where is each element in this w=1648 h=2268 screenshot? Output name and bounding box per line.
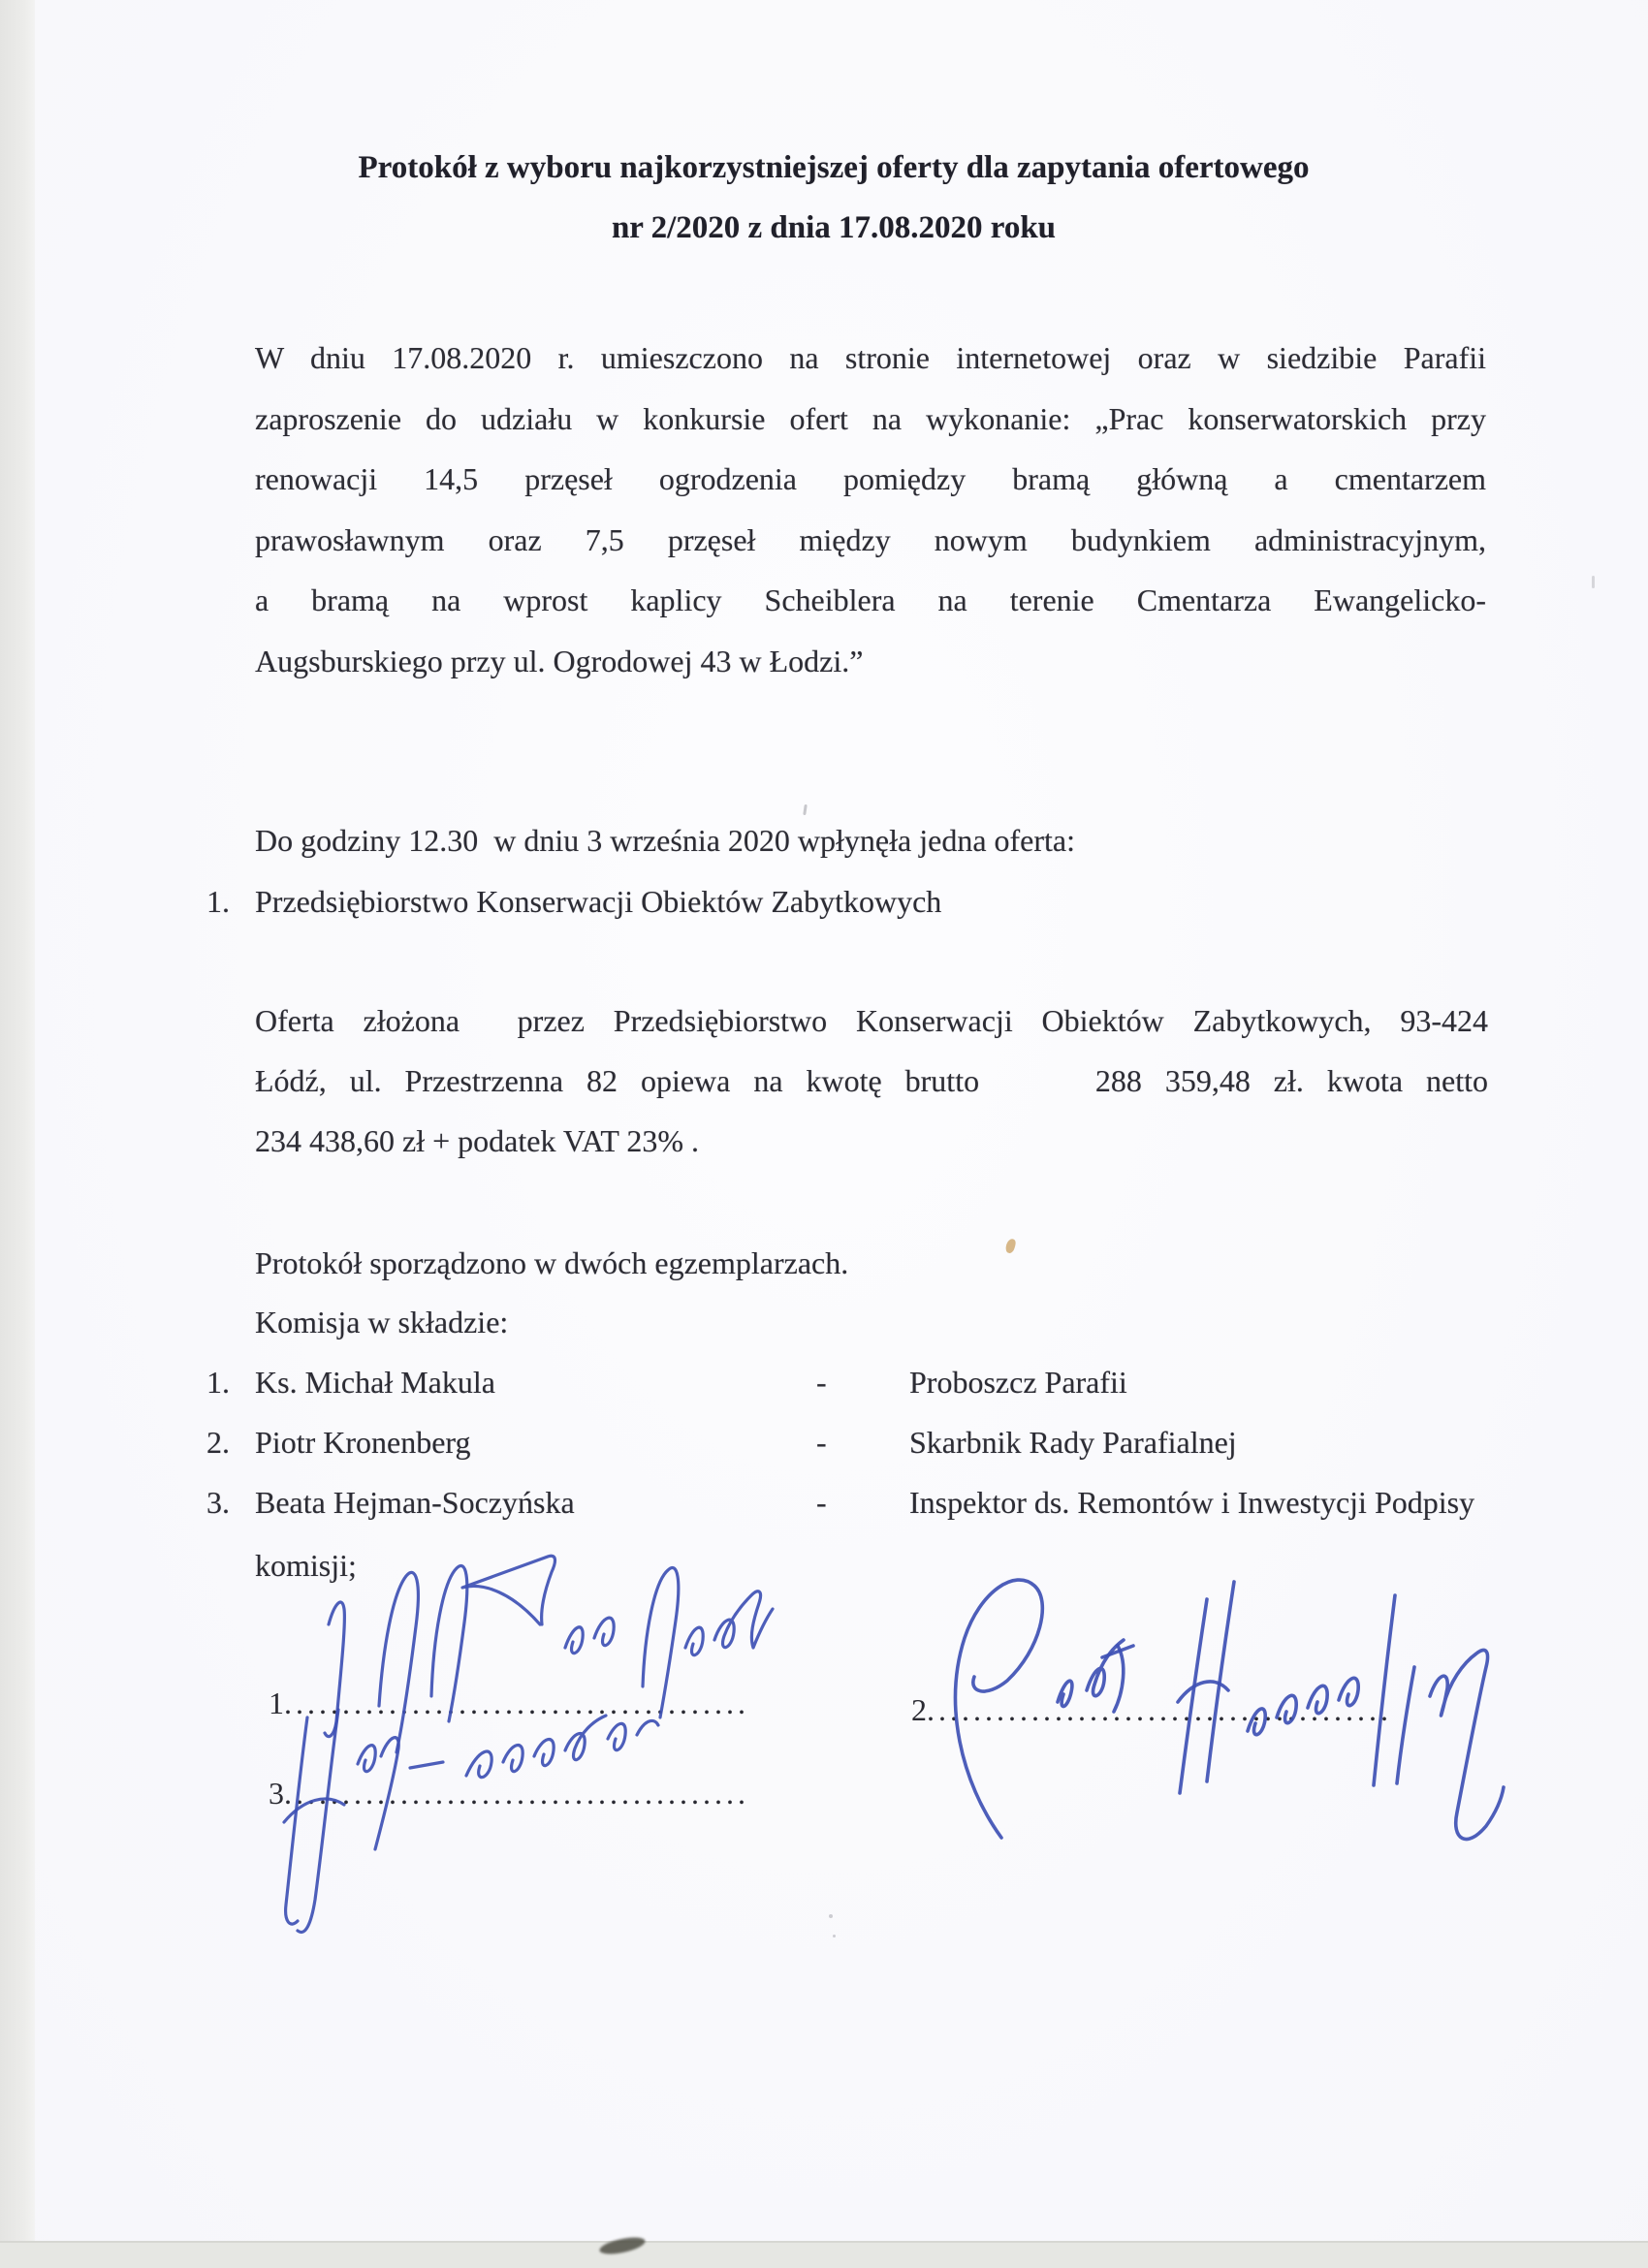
scan-artifact-edge-mark — [1592, 576, 1595, 588]
committee-member-row — [206, 1412, 1612, 1472]
committee-member-separator: - — [816, 1365, 827, 1400]
intro-paragraph-line: a bramą na wprost kaplicy Scheiblera na terenie Cmentarza Ewangelicko- — [255, 583, 1486, 617]
offers-intro-line: Do godziny 12.30 w dniu 3 września 2020 wpłynęła jedna oferta: — [255, 823, 1076, 858]
committee-member-number: 2. — [206, 1425, 230, 1460]
document-title — [58, 138, 1609, 258]
offer-item-name: Przedsiębiorstwo Konserwacji Obiektów Zabytkowych — [255, 884, 942, 919]
signature-line-number: 2 — [911, 1692, 927, 1727]
committee-member-separator: - — [816, 1425, 827, 1460]
committee-member-number: 3. — [206, 1485, 230, 1520]
intro-paragraph-line: prawosławnym oraz 7,5 przęseł między nowym budynkiem administracyjnym, — [255, 521, 1486, 557]
scanner-edge-bottom — [0, 2241, 1648, 2268]
offer-details-line: Oferta złożona przez Przedsiębiorstwo Konserwacji Obiektów Zabytkowych, 93-424 — [255, 1003, 1488, 1038]
committee-member-role: Proboszcz Parafii — [909, 1365, 1127, 1400]
offer-details-line: Łódź, ul. Przestrzenna 82 opiewa na kwotę brutto 288 359,48 zł. kwota netto — [255, 1063, 1488, 1098]
intro-paragraph-line: Augsburskiego przy ul. Ogrodowej 43 w Łodzi.” — [255, 643, 864, 678]
committee-member-name: Piotr Kronenberg — [255, 1425, 471, 1460]
scan-artifact-dust-dot — [829, 1914, 833, 1918]
committee-member-name: Ks. Michał Makula — [255, 1365, 495, 1400]
signature-line-number: 3 — [269, 1776, 284, 1811]
scanner-edge-left — [0, 0, 35, 2266]
signature-line-dots: ........................................ — [284, 1685, 749, 1720]
signature-line-dots: ........................................ — [927, 1692, 1392, 1727]
document-title-line-1: Protokół z wyboru najkorzystniejszej oferty dla zapytania ofertowego — [358, 150, 1310, 185]
document-title-line-2: nr 2/2020 z dnia 17.08.2020 roku — [611, 210, 1057, 245]
committee-member-separator: - — [816, 1485, 827, 1520]
committee-member-role: Inspektor ds. Remontów i Inwestycji Podpisy — [909, 1485, 1475, 1520]
committee-member-row — [206, 1352, 1612, 1412]
intro-paragraph — [255, 328, 1486, 691]
committee-member-name: Beata Hejman-Soczyńska — [255, 1485, 575, 1520]
committee-heading: Komisja w składzie: — [255, 1305, 509, 1339]
intro-paragraph-line: renowacji 14,5 przęseł ogrodzenia pomiędzy bramą główną a cmentarzem — [255, 461, 1486, 496]
committee-member-row — [206, 1472, 1612, 1532]
offer-details-paragraph — [255, 991, 1488, 1171]
copies-note: Protokół sporządzono w dwóch egzemplarzach. — [255, 1245, 849, 1280]
handwritten-signature-member-3-ink — [257, 1706, 693, 1943]
intro-paragraph-line: W dniu 17.08.2020 r. umieszczono na stronie internetowej oraz w siedzibie Parafii — [255, 340, 1486, 375]
signature-line-number: 1 — [269, 1685, 284, 1720]
offer-item-number: 1. — [206, 884, 230, 919]
offer-details-line: 234 438,60 zł + podatek VAT 23% . — [255, 1123, 700, 1158]
committee-member-role: Skarbnik Rady Parafialnej — [909, 1425, 1237, 1460]
scan-artifact-orange-speck — [1004, 1238, 1017, 1254]
scan-artifact-dust-dot — [833, 1935, 836, 1937]
signature-line-dots: ........................................ — [284, 1776, 749, 1811]
committee-member-number: 1. — [206, 1365, 230, 1400]
intro-paragraph-line: zaproszenie do udziału w konkursie ofert na wykonanie: „Prac konserwatorskich przy — [255, 400, 1486, 436]
handwritten-signature-member-2-ink — [887, 1549, 1556, 1864]
committee-continuation: komisji; — [255, 1548, 357, 1583]
